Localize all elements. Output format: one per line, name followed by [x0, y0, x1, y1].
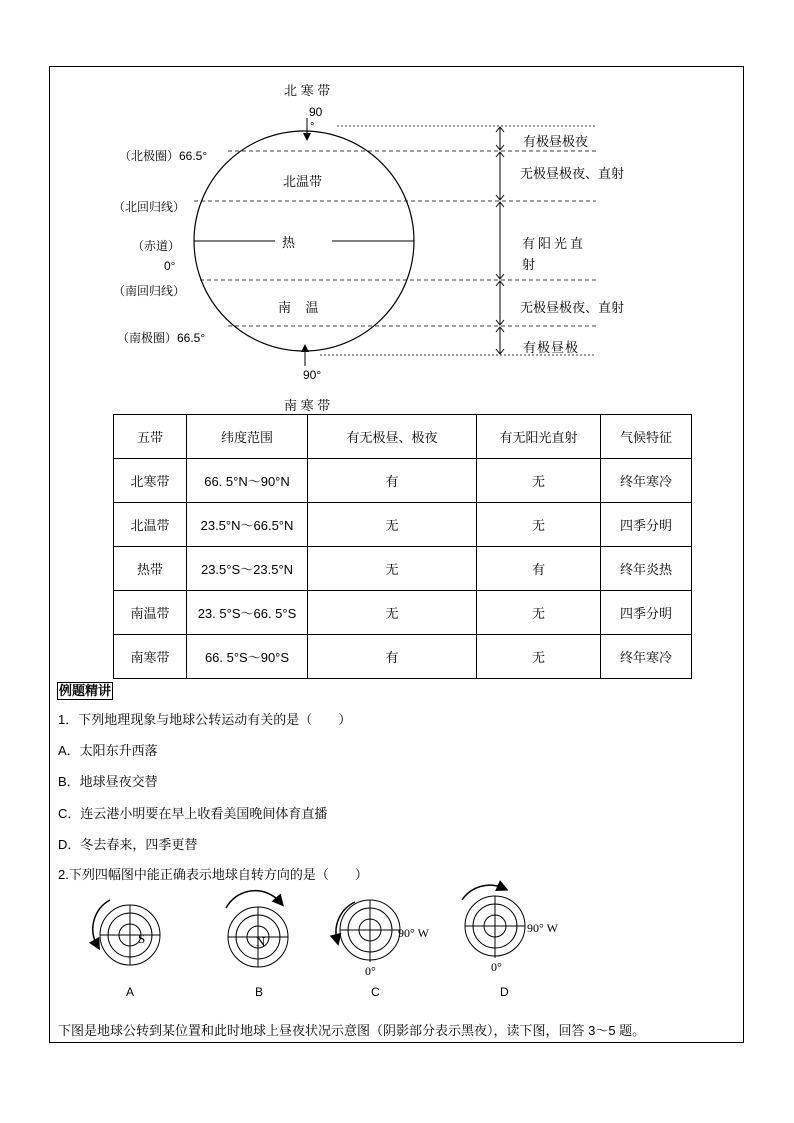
figure-d [462, 885, 525, 958]
table-cell: 无 [477, 459, 601, 503]
tropic-capricorn-label: （南回归线） [113, 284, 186, 298]
table-row [114, 459, 692, 503]
south-temperate-label: 南 温 [278, 300, 319, 315]
table-row [114, 591, 692, 635]
south-frigid-label: 南 寒 带 [284, 398, 331, 413]
table-row [114, 503, 692, 547]
figure-d-zero-label: 0° [491, 960, 502, 974]
q1-stem: 1．下列地理现象与地球公转运动有关的是（ ） [58, 712, 352, 727]
figure-c [336, 900, 400, 962]
table-cell: 有 [308, 635, 477, 679]
q2-stem: 2.下列四幅图中能正确表示地球自转方向的是（ ） [58, 867, 368, 882]
table-cell: 北寒带 [114, 459, 187, 503]
table-cell: 终年寒冷 [601, 459, 692, 503]
table-cell: 无 [308, 547, 477, 591]
right-label-3: 有阳光直 [522, 236, 587, 251]
table-row [114, 547, 692, 591]
table-cell: 有 [477, 547, 601, 591]
q1-option-a: A．太阳东升西落 [58, 743, 158, 758]
right-label-5: 有极昼极 [523, 340, 580, 355]
right-label-2: 无极昼极夜、直射 [520, 166, 625, 181]
range-arrows [496, 127, 504, 354]
table-cell: 南温带 [114, 591, 187, 635]
south-pole-degree: 90° [303, 368, 322, 382]
north-frigid-label: 北 寒 带 [284, 83, 331, 98]
table-cell: 66. 5°N～90°N [187, 459, 308, 503]
table-cell: 四季分明 [601, 503, 692, 547]
table-cell: 66. 5°S～90°S [187, 635, 308, 679]
five-zones-table [113, 414, 692, 679]
table-cell: 23.5°N～66.5°N [187, 503, 308, 547]
tropical-label: 热 [282, 235, 296, 250]
north-pole-degree-mark: ° [310, 121, 315, 133]
arctic-circle-label: （北极圈）66.5° [119, 149, 208, 163]
table-header: 纬度范围 [187, 415, 308, 459]
figure-d-letter: D [500, 985, 509, 999]
table-cell: 有 [308, 459, 477, 503]
figure-b-pole-label: N [256, 934, 266, 949]
table-cell: 终年炎热 [601, 547, 692, 591]
table-row [114, 635, 692, 679]
section-heading: 例题精讲 [59, 683, 112, 698]
table-header: 五带 [114, 415, 187, 459]
table-header: 有无极昼、极夜 [308, 415, 477, 459]
figure-d-side-label: 90° W [527, 921, 558, 935]
figure-c-letter: C [371, 985, 380, 999]
figure-b-letter: B [255, 985, 264, 999]
south-pole-arrow [301, 344, 309, 352]
table-cell: 无 [477, 591, 601, 635]
table-cell: 无 [477, 503, 601, 547]
q1-option-d: D．冬去春来，四季更替 [58, 837, 198, 852]
rotation-figures [0, 880, 794, 990]
figure-b [226, 891, 288, 967]
figure-c-side-label: 90° W [398, 926, 429, 940]
antarctic-circle-label: （南极圈）66.5° [117, 331, 206, 345]
table-cell: 无 [308, 503, 477, 547]
q1-option-b: B．地球昼夜交替 [58, 774, 158, 789]
equator-degree: 0° [164, 259, 176, 273]
figure-a-pole-label: S [138, 931, 146, 946]
table-cell: 热带 [114, 547, 187, 591]
table-header-row [114, 415, 692, 459]
figure-a-letter: A [126, 985, 135, 999]
table-cell: 北温带 [114, 503, 187, 547]
figure-c-zero-label: 0° [365, 964, 376, 978]
table-cell: 无 [477, 635, 601, 679]
table-cell: 南寒带 [114, 635, 187, 679]
north-pole-arrow [303, 133, 311, 141]
intro-text: 下图是地球公转到某位置和此时地球上昼夜状况示意图（阴影部分表示黑夜），读下图，回答 3～5 题。 [58, 1023, 646, 1038]
q1-option-c: C．连云港小明要在早上收看美国晚间体育直播 [58, 806, 328, 821]
table-cell: 四季分明 [601, 591, 692, 635]
right-label-4: 无极昼极夜、直射 [520, 300, 625, 315]
north-temperate-label: 北温带 [283, 174, 323, 189]
table-header: 气候特征 [601, 415, 692, 459]
right-label-1: 有极昼极夜 [523, 134, 589, 149]
tropic-cancer-label: （北回归线） [113, 200, 186, 214]
table-cell: 无 [308, 591, 477, 635]
table-header: 有无阳光直射 [477, 415, 601, 459]
equator-label: （赤道） [132, 239, 181, 253]
table-cell: 终年寒冷 [601, 635, 692, 679]
table-cell: 23. 5°S～66. 5°S [187, 591, 308, 635]
table-cell: 23.5°S～23.5°N [187, 547, 308, 591]
figure-a [93, 900, 160, 965]
north-pole-degree: 90 [309, 105, 323, 119]
right-label-3-cut: 射 [522, 257, 536, 272]
